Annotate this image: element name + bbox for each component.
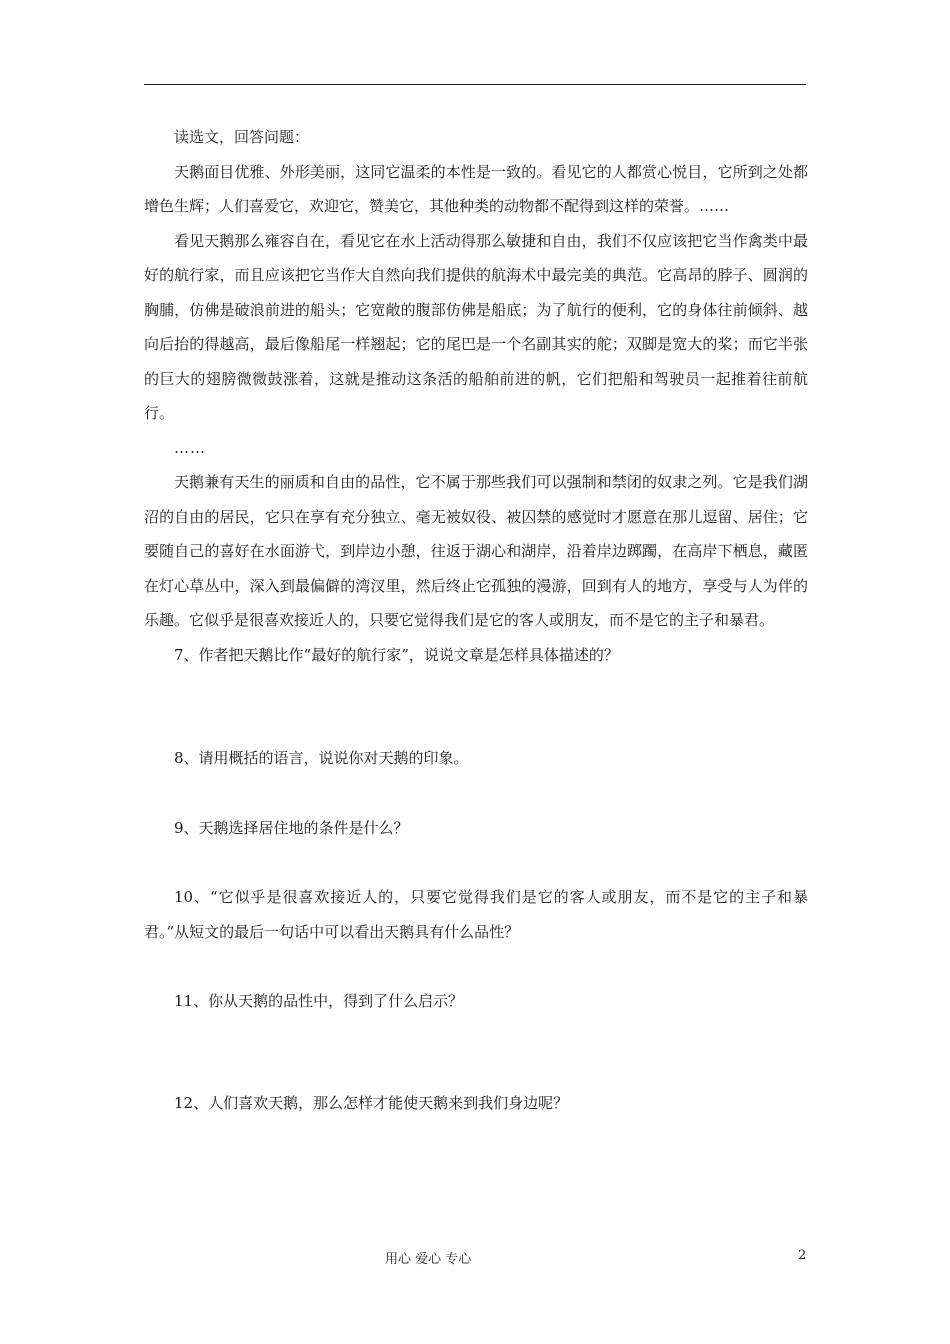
- page-number: 2: [798, 1248, 807, 1263]
- answer-space-9: [144, 845, 808, 880]
- paragraph-3: 天鹅兼有天生的丽质和自由的品性，它不属于那些我们可以强制和禁闭的奴隶之列。它是我们湖沼的自由的居民，它只在享有充分独立、毫无被奴役、被囚禁的感觉时才愿意在那儿逗留、居住；它要随自己的喜好在水面游弋，到岸边小憩，往返于湖心和湖岸，沿着岸边踯躅，在高岸下栖息，藏匿在灯心草丛中，深入到最偏僻的湾汊里，然后终止它孤独的漫游，回到有人的地方，享受与人为伴的乐趣。它似乎是很喜欢接近人的，只要它觉得我们是它的客人或朋友，而不是它的主子和暴君。: [144, 473, 808, 629]
- reading-passage: [144, 120, 808, 1120]
- header-rule: [144, 84, 806, 85]
- answer-space-8: [144, 776, 808, 811]
- intro-line: 读选文，回答问题：: [174, 128, 310, 146]
- question-11: 11、你从天鹅的品性中，得到了什么启示？: [174, 992, 464, 1010]
- question-9: 9、天鹅选择居住地的条件是什么？: [174, 818, 409, 837]
- question-10: 10、“它似乎是很喜欢接近人的，只要它觉得我们是它的客人或朋友，而不是它的主子和暴君。”从短文的最后一句话中可以看出天鹅具有什么品性？: [144, 888, 808, 941]
- question-7: 7、作者把天鹅比作“最好的航行家”，说说文章是怎样具体描述的？: [174, 645, 619, 664]
- ellipsis-separator: ……: [174, 438, 206, 457]
- answer-space-11: [144, 1019, 808, 1086]
- question-8: 8、请用概括的语言，说说你对天鹅的印象。: [174, 749, 469, 767]
- paragraph-2: 看见天鹅那么雍容自在，看见它在水上活动得那么敏捷和自由，我们不仅应该把它当作禽类中最好的航行家，而且应该把它当作大自然向我们提供的航海术中最完美的典范。它高昂的脖子、圆润的胸脯，仿佛是破浪前进的船头；它宽敞的腹部仿佛是船底；为了航行的便利，它的身体往前倾斜、越向后抬的得越高，最后像船尾一样翘起；它的尾巴是一个名副其实的舵；双脚是宽大的桨；而它半张的巨大的翅膀微微鼓涨着，这就是推动这条活的船舶前进的帆，它们把船和驾驶员一起推着往前航行。: [144, 231, 808, 422]
- paragraph-1: 天鹅面目优雅、外形美丽，这同它温柔的本性是一致的。看见它的人都赏心悦目，它所到之处都增色生辉；人们喜爱它，欢迎它，赞美它，其他种类的动物都不配得到这样的荣誉。……: [144, 162, 808, 215]
- footer-motto: 用心 爱心 专心: [385, 1252, 472, 1267]
- question-12: 12、人们喜欢天鹅，那么怎样才能使天鹅来到我们身边呢？: [174, 1093, 569, 1112]
- answer-space-7: [144, 672, 808, 741]
- answer-space-10: [144, 949, 808, 984]
